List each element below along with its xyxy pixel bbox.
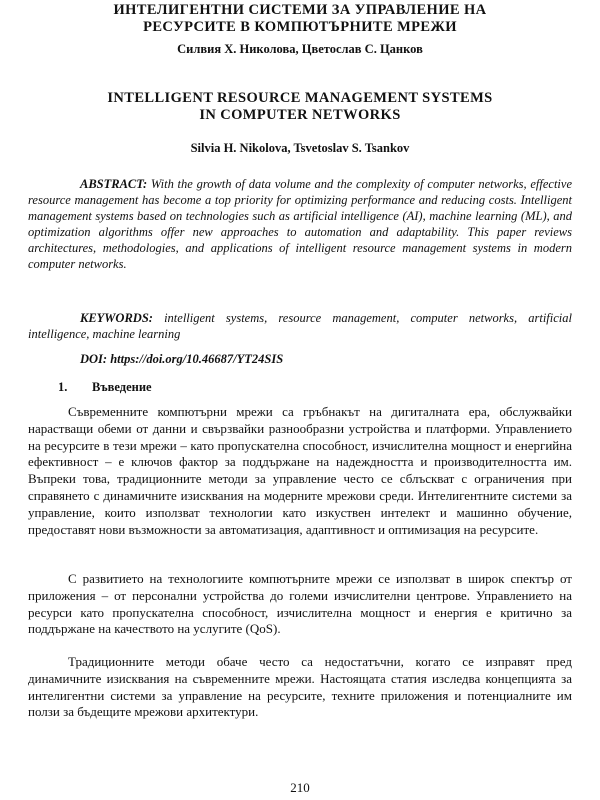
page-number: 210 xyxy=(290,780,310,795)
bulgarian-title xyxy=(20,2,580,36)
section-title: Въведение xyxy=(92,380,152,394)
abstract-text: With the growth of data volume and the complexity of computer networks, effective resource management has become a top priority for optimizing performance and reducing costs. Intelligent management systems based on technologies such as artificial intelligence (AI), machine learning (ML), and optimization algorithms offer new approaches to automation and adaptability. This paper reviews architectures, methodologies, and applications of intelligent resource management systems in modern computer networks. xyxy=(28,177,572,271)
body-paragraph-2: С развитието на технологиите компютърните мрежи се използват в широк спектър от приложения – от персонални устройства до големи изчислителни центрове. Управлението на ресурси като пропускателна способност, изчислителна мощност и енергия е критично за поддържане на качеството на услугите (QoS). xyxy=(28,571,572,637)
body-paragraph-1: Съвременните компютърни мрежи са гръбнакът на дигиталната ера, обслужвайки нарастващи обеми от данни и свързвайки разнообразни устройства и платформи. Управлението на ресурсите в тези мрежи – като пропускателна способност, изчислителна мощност и енергийна ефективност – е ключов фактор за поддържане на надеждността и производителността им. Въпреки това, традиционните методи за управление често се сблъскват с ограничения при справянето с динамичните изисквания на модерните мрежови среди. Интелигентните системи за управление, които използват технологии като изкуствен интелект и машинно обучение, предоставят нови възможности за автоматизация, адаптивност и оптимизация на ресурсите. xyxy=(28,404,572,537)
doi: DOI: https://doi.org/10.46687/YT24SIS xyxy=(80,352,284,366)
section-number: 1. xyxy=(58,380,68,394)
abstract xyxy=(28,176,572,272)
keywords-text: intelligent systems, resource management, computer networks, artificial intelligence, machine learning xyxy=(28,311,572,341)
abstract-label: ABSTRACT: xyxy=(80,177,148,191)
keywords xyxy=(28,310,572,342)
bulgarian-title-line-2: РЕСУРСИТЕ В КОМПЮТЪРНИТЕ МРЕЖИ xyxy=(143,19,457,35)
keywords-label: KEYWORDS: xyxy=(80,311,153,325)
bulgarian-title-line-1: ИНТЕЛИГЕНТНИ СИСТЕМИ ЗА УПРАВЛЕНИЕ НА xyxy=(113,2,487,18)
bulgarian-authors: Силвия Х. Николова, Цветослав С. Цанков xyxy=(177,42,423,56)
english-authors: Silvia H. Nikolova, Tsvetoslav S. Tsankov xyxy=(190,141,410,155)
section-heading xyxy=(58,380,152,395)
english-title-line-2: IN COMPUTER NETWORKS xyxy=(199,107,401,123)
english-title-line-1: INTELLIGENT RESOURCE MANAGEMENT SYSTEMS xyxy=(107,90,493,106)
english-title xyxy=(20,90,580,124)
body-paragraph-3: Традиционните методи обаче често са недостатъчни, когато се изправят пред динамичните изисквания на съвременните мрежи. Настоящата статия изследва концепцията за интелигентни системи за управление на ресурсите, техните приложения и потенциалните им ползи за бъдещите мрежови архитектури. xyxy=(28,654,572,720)
